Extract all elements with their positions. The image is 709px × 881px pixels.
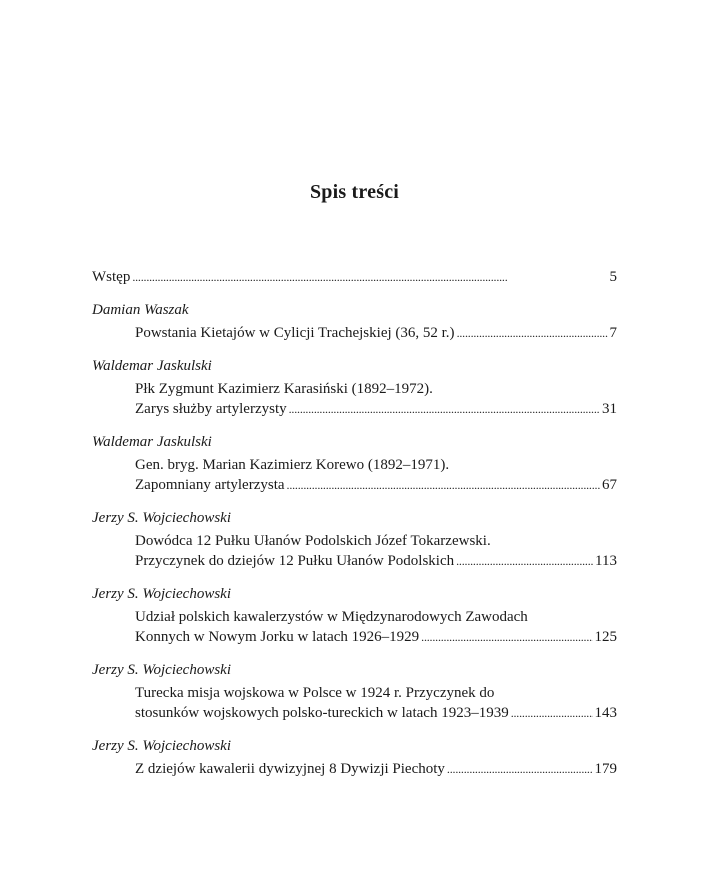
toc-entry-line <box>92 475 617 495</box>
toc-entry-title: Z dziejów kawalerii dywizyjnej 8 Dywizji Piechoty <box>135 761 445 777</box>
toc-entry <box>92 660 617 723</box>
toc-entry-title: Powstania Kietajów w Cylicji Trachejskiej (36, 52 r.) <box>135 325 455 341</box>
toc-entry-title-line: Dowódca 12 Pułku Ułanów Podolskich Józef Tokarzewski. <box>135 533 491 549</box>
dot-leader <box>457 323 608 343</box>
toc-entry-title-line: Płk Zygmunt Kazimierz Karasiński (1892–1972). <box>135 381 433 397</box>
toc-entry-title: Zarys służby artylerzysty <box>135 401 287 417</box>
toc-entry-line <box>92 759 617 779</box>
toc-entry-title: Zapomniany artylerzysta <box>135 477 285 493</box>
toc-page-number: 113 <box>595 553 617 569</box>
toc-entry-title-line: Gen. bryg. Marian Kazimierz Korewo (1892–1971). <box>135 457 450 473</box>
toc-author: Jerzy S. Wojciechowski <box>92 510 231 526</box>
dot-leader <box>447 759 593 779</box>
toc-entry <box>92 736 617 779</box>
toc-page-number: 5 <box>609 269 617 285</box>
dot-leader <box>132 267 607 287</box>
toc-entry-title: Konnych w Nowym Jorku w latach 1926–1929 <box>135 629 420 645</box>
dot-leader <box>456 551 593 571</box>
toc-entry-title-line: Udział polskich kawalerzystów w Międzynarodowych Zawodach <box>135 609 528 625</box>
toc-entry-line <box>92 703 617 723</box>
dot-leader <box>421 627 592 647</box>
toc-entry-line <box>92 399 617 419</box>
toc-entry <box>92 356 617 419</box>
dot-leader <box>289 399 600 419</box>
toc-page-number: 31 <box>602 401 617 417</box>
toc-page-number: 67 <box>602 477 617 493</box>
toc-page-number: 7 <box>609 325 617 341</box>
toc-page-number: 143 <box>594 705 617 721</box>
toc-author: Damian Waszak <box>92 302 189 318</box>
toc-entry-title: stosunków wojskowych polsko-tureckich w latach 1923–1939 <box>135 705 509 721</box>
toc-author: Jerzy S. Wojciechowski <box>92 662 231 678</box>
toc-author: Jerzy S. Wojciechowski <box>92 586 231 602</box>
toc-author: Waldemar Jaskulski <box>92 358 212 374</box>
toc-entry-title: Wstęp <box>92 269 131 285</box>
toc-entry-title-line: Turecka misja wojskowa w Polsce w 1924 r. Przyczynek do <box>135 685 495 701</box>
table-of-contents <box>92 267 617 779</box>
dot-leader <box>511 703 593 723</box>
toc-entry <box>92 584 617 647</box>
toc-entry-line <box>92 551 617 571</box>
toc-page-number: 179 <box>594 761 617 777</box>
toc-entry <box>92 432 617 495</box>
toc-entry <box>92 300 617 343</box>
toc-entry <box>92 508 617 571</box>
toc-page-number: 125 <box>594 629 617 645</box>
toc-author: Waldemar Jaskulski <box>92 434 212 450</box>
dot-leader <box>287 475 600 495</box>
toc-entry-title: Przyczynek do dziejów 12 Pułku Ułanów Podolskich <box>135 553 455 569</box>
page-title: Spis treści <box>309 181 400 204</box>
toc-entry-line <box>92 323 617 343</box>
toc-entry-introduction <box>92 267 617 287</box>
toc-author: Jerzy S. Wojciechowski <box>92 738 231 754</box>
toc-entry-line <box>92 627 617 647</box>
